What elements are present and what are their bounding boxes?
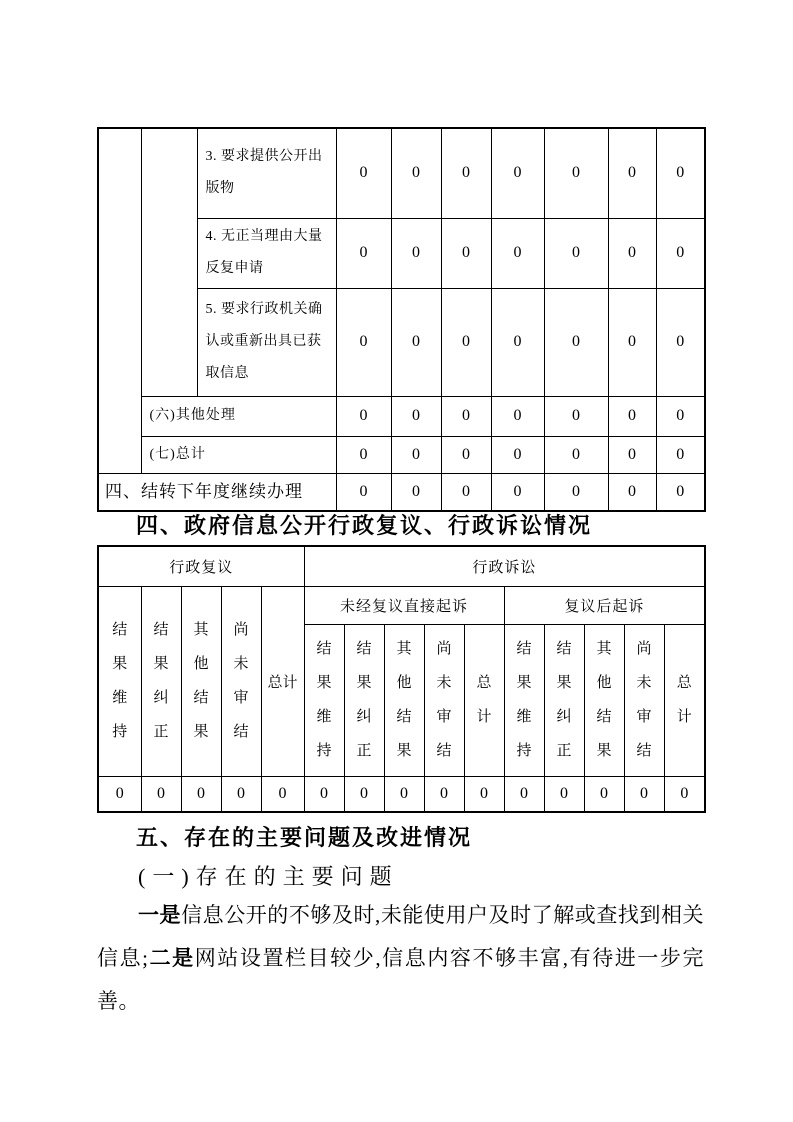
value-cell: 0 bbox=[656, 288, 705, 396]
value-cell: 0 bbox=[98, 776, 141, 812]
value-cell: 0 bbox=[624, 776, 664, 812]
column-header-label: 结果维持 bbox=[316, 641, 332, 759]
value-cell: 0 bbox=[391, 288, 441, 396]
value-cell: 0 bbox=[336, 218, 391, 288]
value-cell: 0 bbox=[391, 218, 441, 288]
value-cell: 0 bbox=[384, 776, 424, 812]
value-cell: 0 bbox=[544, 218, 608, 288]
value-cell: 0 bbox=[656, 218, 705, 288]
empty-subcategory-cell bbox=[141, 128, 197, 396]
value-cell: 0 bbox=[181, 776, 221, 812]
processing-results-table bbox=[97, 127, 706, 512]
column-header bbox=[98, 586, 141, 776]
value-cell: 0 bbox=[656, 128, 705, 218]
value-cell: 0 bbox=[464, 776, 504, 812]
value-cell: 0 bbox=[304, 776, 344, 812]
value-cell: 0 bbox=[544, 473, 608, 511]
table-row bbox=[98, 586, 705, 624]
row-label: 3. 要求提供公开出版物 bbox=[197, 128, 336, 218]
column-header bbox=[384, 624, 424, 776]
value-cell: 0 bbox=[441, 128, 491, 218]
value-cell: 0 bbox=[336, 436, 391, 473]
column-header bbox=[221, 586, 261, 776]
value-cell: 0 bbox=[504, 776, 544, 812]
paragraph-run-bold: 一是 bbox=[138, 903, 182, 927]
value-cell: 0 bbox=[441, 218, 491, 288]
value-cell: 0 bbox=[656, 473, 705, 511]
section5-heading: 五、存在的主要问题及改进情况 bbox=[136, 825, 473, 850]
row-label: 四、结转下年度继续办理 bbox=[98, 473, 336, 511]
value-cell: 0 bbox=[491, 288, 544, 396]
value-cell: 0 bbox=[544, 436, 608, 473]
value-cell: 0 bbox=[441, 288, 491, 396]
row-label: 4. 无正当理由大量反复申请 bbox=[197, 218, 336, 288]
column-header-label: 总计 bbox=[676, 675, 692, 725]
value-cell: 0 bbox=[391, 128, 441, 218]
column-header-label: 结果维持 bbox=[112, 622, 128, 740]
section5-subheading: (一)存在的主要问题 bbox=[138, 864, 399, 889]
value-cell: 0 bbox=[608, 128, 656, 218]
table-row bbox=[98, 776, 705, 812]
table-row bbox=[98, 546, 705, 586]
column-header-label: 其他结果 bbox=[596, 641, 612, 759]
value-cell: 0 bbox=[344, 776, 384, 812]
table-row bbox=[98, 396, 705, 436]
table-row bbox=[98, 473, 705, 511]
value-cell: 0 bbox=[544, 396, 608, 436]
column-header bbox=[584, 624, 624, 776]
column-header-label: 其他结果 bbox=[396, 641, 412, 759]
value-cell: 0 bbox=[656, 396, 705, 436]
direct-suit-subgroup-header: 未经复议直接起诉 bbox=[304, 586, 504, 624]
review-litigation-table bbox=[97, 545, 706, 813]
value-cell: 0 bbox=[391, 436, 441, 473]
row-label: 5. 要求行政机关确认或重新出具已获取信息 bbox=[197, 288, 336, 396]
value-cell: 0 bbox=[336, 473, 391, 511]
litigation-group-header: 行政诉讼 bbox=[304, 546, 705, 586]
value-cell: 0 bbox=[441, 396, 491, 436]
value-cell: 0 bbox=[608, 288, 656, 396]
column-header-label: 总计 bbox=[476, 675, 492, 725]
value-cell: 0 bbox=[491, 128, 544, 218]
value-cell: 0 bbox=[221, 776, 261, 812]
after-review-suit-subgroup-header: 复议后起诉 bbox=[504, 586, 705, 624]
review-group-header: 行政复议 bbox=[98, 546, 304, 586]
column-header-label: 结果维持 bbox=[516, 641, 532, 759]
value-cell: 0 bbox=[491, 436, 544, 473]
column-header bbox=[181, 586, 221, 776]
section4-heading: 四、政府信息公开行政复议、行政诉讼情况 bbox=[136, 513, 593, 538]
value-cell: 0 bbox=[608, 396, 656, 436]
column-header bbox=[624, 624, 664, 776]
column-header-label: 结果纠正 bbox=[556, 641, 572, 759]
column-header bbox=[464, 624, 504, 776]
column-header-label: 其他结果 bbox=[193, 622, 209, 740]
column-header bbox=[664, 624, 705, 776]
value-cell: 0 bbox=[544, 288, 608, 396]
value-cell: 0 bbox=[336, 288, 391, 396]
value-cell: 0 bbox=[336, 396, 391, 436]
value-cell: 0 bbox=[141, 776, 181, 812]
value-cell: 0 bbox=[664, 776, 705, 812]
column-header bbox=[261, 586, 304, 776]
value-cell: 0 bbox=[544, 128, 608, 218]
row-label: (七)总计 bbox=[141, 436, 336, 473]
value-cell: 0 bbox=[441, 473, 491, 511]
problems-paragraph bbox=[97, 894, 704, 1023]
column-header bbox=[504, 624, 544, 776]
table-row bbox=[98, 436, 705, 473]
paragraph-run: 信息公开的不够及时,未能使用户及时了解或查找到相关信息; bbox=[97, 903, 705, 970]
value-cell: 0 bbox=[441, 436, 491, 473]
value-cell: 0 bbox=[608, 218, 656, 288]
value-cell: 0 bbox=[336, 128, 391, 218]
row-label: (六)其他处理 bbox=[141, 396, 336, 436]
value-cell: 0 bbox=[391, 396, 441, 436]
column-header-label: 结果纠正 bbox=[153, 622, 169, 740]
column-header-label: 总计 bbox=[267, 674, 298, 691]
value-cell: 0 bbox=[544, 776, 584, 812]
value-cell: 0 bbox=[491, 396, 544, 436]
column-header bbox=[544, 624, 584, 776]
value-cell: 0 bbox=[608, 436, 656, 473]
paragraph-run: 网站设置栏目较少,信息内容不够丰富,有待进一步完善。 bbox=[97, 946, 705, 1013]
column-header-label: 尚未审结 bbox=[233, 622, 249, 740]
value-cell: 0 bbox=[424, 776, 464, 812]
value-cell: 0 bbox=[584, 776, 624, 812]
empty-category-cell bbox=[98, 128, 141, 473]
column-header-label: 尚未审结 bbox=[636, 641, 652, 759]
paragraph-run-bold: 二是 bbox=[148, 946, 195, 970]
value-cell: 0 bbox=[391, 473, 441, 511]
value-cell: 0 bbox=[261, 776, 304, 812]
column-header-label: 尚未审结 bbox=[436, 641, 452, 759]
table-row bbox=[98, 128, 705, 218]
column-header bbox=[304, 624, 344, 776]
column-header bbox=[141, 586, 181, 776]
value-cell: 0 bbox=[656, 436, 705, 473]
value-cell: 0 bbox=[491, 218, 544, 288]
value-cell: 0 bbox=[608, 473, 656, 511]
value-cell: 0 bbox=[491, 473, 544, 511]
column-header-label: 结果纠正 bbox=[356, 641, 372, 759]
column-header bbox=[424, 624, 464, 776]
column-header bbox=[344, 624, 384, 776]
